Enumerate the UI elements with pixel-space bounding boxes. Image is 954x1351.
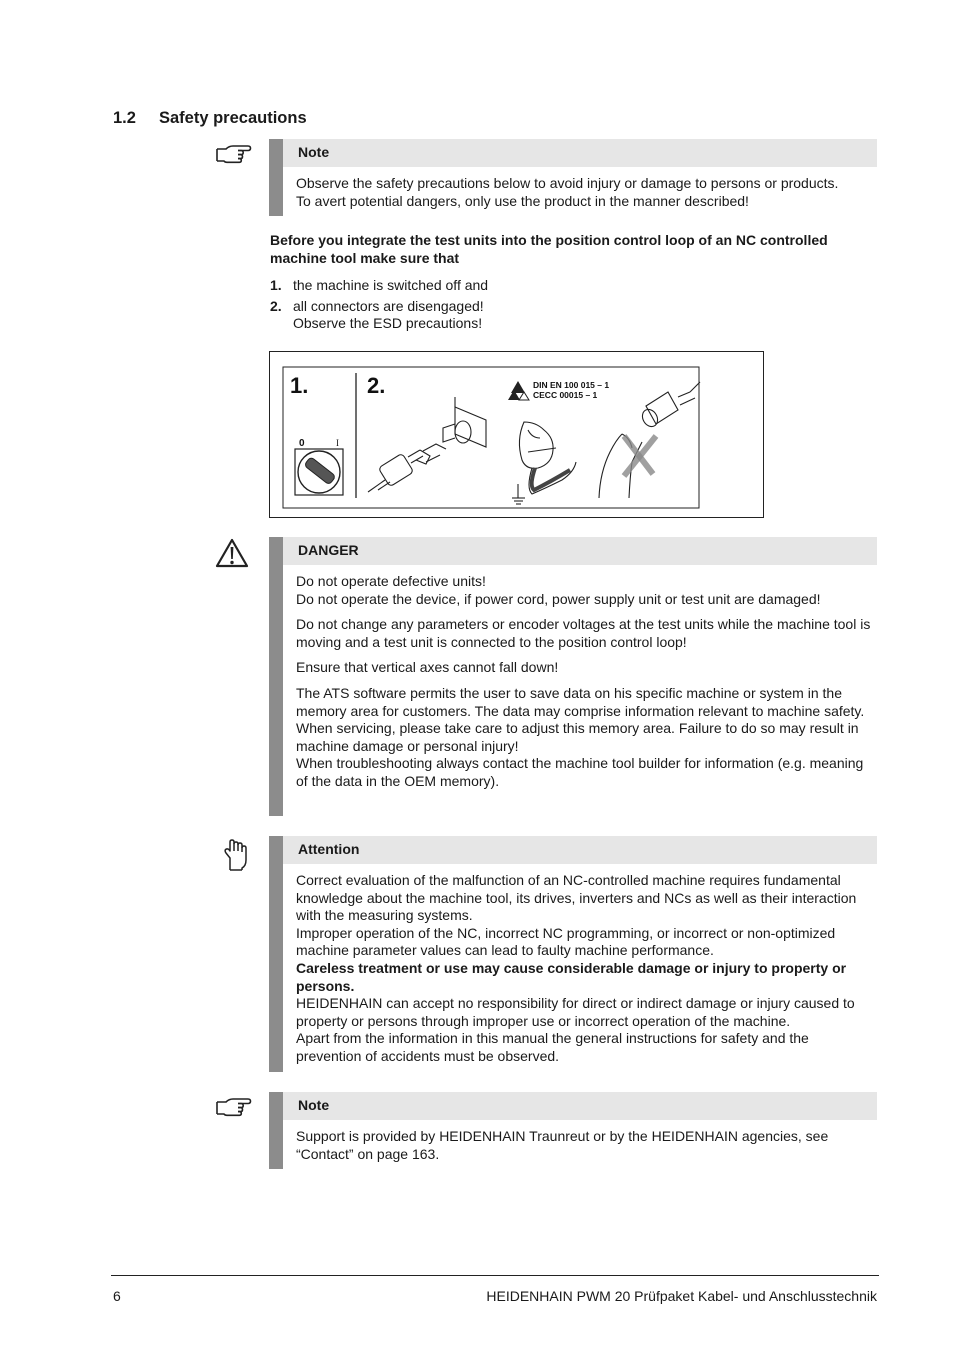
step-number: 2.	[270, 297, 282, 314]
step-number: 1.	[270, 277, 282, 293]
safety-illustration	[269, 351, 764, 518]
figure-step-2: 2.	[367, 373, 386, 398]
danger-paragraph	[296, 573, 877, 608]
attention-bar	[269, 836, 283, 1072]
attention-warning: Careless treatment or use may cause considerable damage or injury to property or persons.	[296, 959, 847, 994]
note-bar	[269, 139, 283, 216]
footer-divider	[111, 1275, 879, 1276]
note-body	[283, 167, 877, 218]
switch-off-label: 0	[299, 438, 305, 449]
note-box	[269, 1092, 877, 1169]
attention-line: HEIDENHAIN can accept no responsibility for direct or indirect damage or injury caused to property or persons through improper use or incorrect operation of the machine.	[296, 995, 855, 1029]
page-number: 6	[113, 1288, 121, 1304]
note-line: To avert potential dangers, only use the product in the manner described!	[296, 192, 749, 209]
figure-step-1: 1.	[290, 373, 309, 398]
danger-body	[283, 565, 877, 799]
danger-paragraph: Ensure that vertical axes cannot fall down!	[296, 659, 559, 676]
no-touch-icon	[599, 382, 700, 498]
section-title: Safety precautions	[159, 109, 307, 127]
section-heading	[113, 109, 307, 128]
step-list	[270, 277, 488, 333]
danger-line: Do not operate defective units!	[296, 573, 486, 589]
attention-body	[283, 864, 877, 1074]
note-bar	[269, 1092, 283, 1169]
section-number: 1.2	[113, 109, 136, 127]
list-item	[270, 298, 488, 333]
list-item	[270, 277, 488, 295]
pointing-hand-icon	[214, 1093, 252, 1124]
note-label: Note	[283, 1092, 877, 1120]
attention-line: Correct evaluation of the malfunction of an NC-controlled machine requires fundamental knowledge about the machine tool, its drives, inverters and NCs as well as their interaction with the measuring systems.	[296, 872, 857, 924]
step-text: Observe the ESD precautions!	[293, 315, 483, 331]
note-line: Observe the safety precautions below to avoid injury or damage to persons or products.	[296, 175, 839, 191]
attention-line: Improper operation of the NC, incorrect NC programming, or incorrect or non-optimized machine parameter values can lead to faulty machine performance.	[296, 924, 836, 959]
danger-paragraph	[296, 685, 877, 791]
danger-box	[269, 537, 877, 816]
danger-line: Do not operate the device, if power cord, power supply unit or test unit are damaged!	[296, 590, 821, 607]
danger-paragraph: Do not change any parameters or encoder voltages at the test units while the machine tool is moving and a test unit is connected to the position control loop!	[296, 616, 871, 650]
note-body: Support is provided by HEIDENHAIN Traunreut or by the HEIDENHAIN agencies, see “Contact” on page 163.	[296, 1128, 829, 1162]
attention-box	[269, 836, 877, 1072]
esd-wrist-strap-icon	[512, 422, 576, 504]
main-switch-icon	[295, 438, 343, 495]
attention-label: Attention	[283, 836, 877, 864]
esd-standard-2: CECC 00015 – 1	[533, 390, 598, 400]
note-label: Note	[283, 139, 877, 167]
esd-standard-1: DIN EN 100 015 – 1	[533, 380, 610, 390]
step-text: all connectors are disengaged!	[293, 297, 484, 314]
danger-bar	[269, 537, 283, 816]
switch-on-label: I	[336, 438, 339, 448]
pointing-hand-icon	[214, 140, 252, 171]
footer-title: HEIDENHAIN PWM 20 Prüfpaket Kabel- und Anschlusstechnik	[486, 1288, 877, 1304]
danger-line: When troubleshooting always contact the machine tool builder for information (e.g. meaning of the data in the OEM memory).	[296, 755, 864, 789]
connector-icon	[368, 397, 486, 492]
danger-line: The ATS software permits the user to save data on his specific machine or system in the memory area for customers. The data may comprise information relevant to machine safety.	[296, 684, 865, 719]
danger-line: When servicing, please take care to adjust this memory area. Failure to do so may result in machine damage or personal injury!	[296, 720, 859, 754]
intro-text: Before you integrate the test units into the position control loop of an NC controlled machine tool make sure that	[270, 232, 828, 266]
esd-warning-icon	[508, 381, 529, 400]
danger-label: DANGER	[283, 537, 877, 565]
step-text: the machine is switched off and	[293, 277, 489, 293]
note-box	[269, 139, 877, 216]
raised-hand-icon	[222, 838, 248, 877]
warning-triangle-icon	[215, 538, 249, 573]
attention-line: Apart from the information in this manual the general instructions for safety and the prevention of accidents must be observed.	[296, 1030, 809, 1064]
